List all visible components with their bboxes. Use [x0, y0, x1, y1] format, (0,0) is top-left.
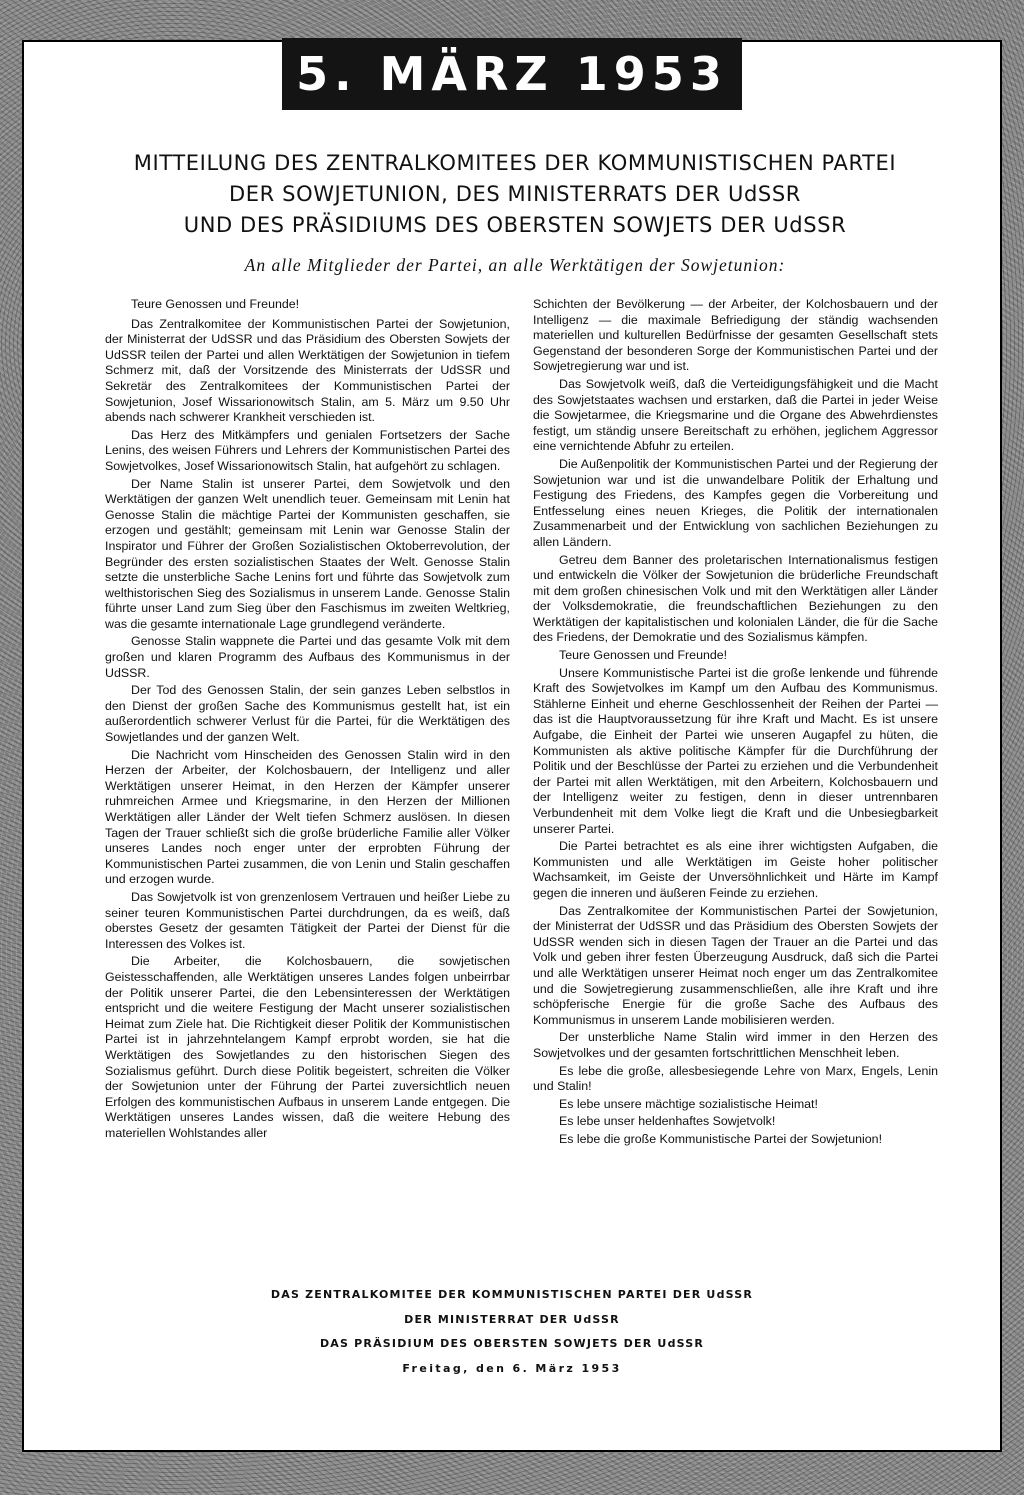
- headline-line: MITTEILUNG DES ZENTRALKOMITEES DER KOMMUNISTISCHEN PARTEI: [133, 151, 897, 175]
- paragraph: Genosse Stalin wappnete die Partei und das gesamte Volk mit dem großen und klaren Programm des Aufbaus des Kommunismus in der UdSSR.: [105, 634, 510, 680]
- date-banner: 5. MÄRZ 1953: [282, 38, 742, 110]
- paragraph: Der Tod des Genossen Stalin, der sein ganzes Leben selbstlos in den Dienst der großen Sache des Kommunismus gestellt hat, ist ein außerordentlich schwerer Verlust für die Partei, für die Werktätigen des Sowjetlandes und der ganzen Welt.: [105, 683, 510, 745]
- slogan: Es lebe die große, allesbesiegende Lehre von Marx, Engels, Lenin und Stalin!: [533, 1063, 938, 1094]
- paragraph: Unsere Kommunistische Partei ist die große lenkende und führende Kraft des Sowjetvolkes im Kampf um den Aufbau des Kommunismus. Stählerne Einheit und eherne Geschlossenheit der Reihen der Partei — das ist die Hauptvoraussetzung für ihre Kraft und Macht. Es ist unsere Aufgabe, die Einheit der Partei wie unseren Augapfel zu hüten, die Kommunisten als aktive politische Kämpfer für die Durchführung der Politik und der Beschlüsse der Partei zu erziehen und die Verbundenheit der Partei mit allen Werktätigen, mit den Arbeitern, Kolchosbauern und der Intelligenz weiter zu festigen, denn in dieser untrennbaren Verbundenheit mit dem Volke liegt die Kraft und die Unbesiegbarkeit unserer Partei.: [533, 665, 938, 836]
- signatory-presidium: DAS PRÄSIDIUM DES OBERSTEN SOWJETS DER UdSSR: [319, 1337, 705, 1350]
- address-line: An alle Mitglieder der Partei, an alle Werktätigen der Sowjetunion:: [244, 255, 786, 275]
- headline: [70, 148, 960, 241]
- paragraph: Getreu dem Banner des proletarischen Internationalismus festigen und entwickeln die Völker der Sowjetunion die brüderliche Freundschaft mit dem großen chinesischen Volk und mit den Werktätigen aller Länder der Volksdemokratie, die freundschaftlichen Beziehungen zu den Werktätigen der kapitalistischen und kolonialen Länder, die für die Sache des Friedens, der Demokratie und des Sozialismus kämpfen.: [533, 552, 938, 645]
- signature-block: [130, 1283, 894, 1381]
- paragraph: Der Name Stalin ist unserer Partei, dem Sowjetvolk und den Werktätigen der ganzen Welt unendlich teuer. Gemeinsam mit Lenin hat Genosse Stalin die mächtige Partei der Kommunisten geschaffen, sie erzogen und gestählt; gemeinsam mit Lenin war Genosse Stalin der Inspirator und Führer der Großen Sozialistischen Oktoberrevolution, der Begründer des ersten sozialistischen Staates der Welt. Genosse Stalin setzte die unsterbliche Sache Lenins fort und führte das Sowjetvolk zum welthistorischen Sieg des Sozialismus in unserem Lande. Genosse Stalin führte unser Land zum Sieg über den Faschismus im zweiten Weltkrieg, was die gesamte internationale Lage grundlegend veränderte.: [105, 476, 510, 631]
- slogan: Es lebe unser heldenhaftes Sowjetvolk!: [559, 1114, 776, 1129]
- headline-line: UND DES PRÄSIDIUMS DES OBERSTEN SOWJETS DER UdSSR: [183, 213, 847, 237]
- paragraph: Die Außenpolitik der Kommunistischen Partei und der Regierung der Sowjetunion war und ist die unwandelbare Politik der Erhaltung und Festigung des Friedens, des Kampfes gegen die Vorbereitung und Entfesselung eines neuen Krieges, die Politik der internationalen Zusammenarbeit und der Entwicklung von sachlichen Beziehungen zu allen Ländern.: [533, 456, 938, 549]
- slogan: Es lebe die große Kommunistische Partei der Sowjetunion!: [559, 1131, 883, 1146]
- paragraph: Das Sowjetvolk weiß, daß die Verteidigungsfähigkeit und die Macht des Sowjetstaates wachsen und erstarken, daß die Partei in jeder Weise die Sowjetarmee, die Kriegsmarine und die Organe des Abwehrdienstes festigt, um ständig unsere Bereitschaft zu erhöhen, jeglichem Aggressor eine vernichtende Abfuhr zu erteilen.: [533, 376, 938, 454]
- paragraph: Die Partei betrachtet es als eine ihrer wichtigsten Aufgaben, die Kommunisten und alle Werktätigen im Geiste hoher politischer Wachsamkeit, im Geiste der Unversöhnlichkeit und Härte im Kampf gegen die inneren und äußeren Feinde zu erziehen.: [533, 839, 938, 900]
- left-column: [105, 297, 510, 1143]
- paragraph: Das Zentralkomitee der Kommunistischen Partei der Sowjetunion, der Ministerrat der UdSSR und das Präsidium des Obersten Sowjets der UdSSR wenden sich in diesen Tagen der Trauer an die Partei und das Volk und geben ihrer festen Überzeugung Ausdruck, daß sich die Partei und alle Werktätigen unserer Heimat noch enger um das Zentralkomitee und die Sowjetregierung zusammenschließen, alle ihre Kraft und ihre schöpferische Energie für die große Sache des Aufbaus des Kommunismus in unserem Lande mobilisieren werden.: [533, 903, 938, 1027]
- salutation: Teure Genossen und Freunde!: [559, 648, 728, 663]
- paragraph: Das Zentralkomitee der Kommunistischen Partei der Sowjetunion, der Ministerrat der UdSSR und das Präsidium des Obersten Sowjets der UdSSR teilen der Partei und allen Werktätigen der Sowjetunion in tiefem Schmerz mit, daß der Vorsitzende des Ministerrats der UdSSR und Sekretär des Zentralkomitees der Kommunistischen Partei der Sowjetunion, Josef Wissarionowitsch Stalin, am 5. März um 9.50 Uhr abends nach schwerer Krankheit verschieden ist.: [105, 316, 510, 425]
- paragraph: Schichten der Bevölkerung — der Arbeiter, der Kolchosbauern und der Intelligenz — die maximale Befriedigung der ständig wachsenden materiellen und kulturellen Bedürfnisse der gesamten Gesellschaft stets Gegenstand der besonderen Sorge der Kommunistischen Partei und der Sowjetregierung war und ist.: [533, 297, 938, 374]
- salutation: Teure Genossen und Freunde!: [131, 297, 300, 311]
- right-column: [533, 297, 938, 1149]
- signatory-central-committee: DAS ZENTRALKOMITEE DER KOMMUNISTISCHEN PARTEI DER UdSSR: [270, 1288, 754, 1301]
- paragraph: Der unsterbliche Name Stalin wird immer in den Herzen des Sowjetvolkes und der gesamten fortschrittlichen Menschheit leben.: [533, 1030, 938, 1060]
- paragraph: Das Herz des Mitkämpfers und genialen Fortsetzers der Sache Lenins, des weisen Führers und Lehrers der Kommunistischen Partei des Sowjetvolkes, Josef Wissarionowitsch Stalin, hat aufgehört zu schlagen.: [105, 427, 510, 473]
- paragraph: Das Sowjetvolk ist von grenzenlosem Vertrauen und heißer Liebe zu seiner teuren Kommunistischen Partei durchdrungen, da es weiß, daß oberstes Gesetz der gesamten Tätigkeit der Partei der Dienst für die Interessen des Volkes ist.: [105, 889, 510, 951]
- signatory-council-of-ministers: DER MINISTERRAT DER UdSSR: [404, 1312, 620, 1326]
- paragraph: Die Nachricht vom Hinscheiden des Genossen Stalin wird in den Herzen der Arbeiter, der Kolchosbauern, der Intelligenz und aller Werktätigen unserer Heimat, in den Herzen der Kämpfer unserer ruhmreichen Armee und Kriegsmarine, in den Herzen der Millionen Werktätigen aller Länder der Welt tiefen Schmerz auslösen. In diesen Tagen der Trauer schließt sich die große brüderliche Familie aller Völker unseres Landes noch enger unter der erprobten Führung der Kommunistischen Partei zusammen, die von Lenin und Stalin geschaffen und erzogen wurde.: [105, 747, 510, 887]
- dateline: Freitag, den 6. März 1953: [402, 1361, 622, 1375]
- headline-line: DER SOWJETUNION, DES MINISTERRATS DER UdSSR: [229, 182, 801, 206]
- paragraph: Die Arbeiter, die Kolchosbauern, die sowjetischen Geistesschaffenden, alle Werktätigen unseres Landes folgen unbeirrbar der Politik unserer Partei, die den Lebensinteressen der Werktätigen entspricht und die weitere Festigung der Macht unserer sozialistischen Heimat zum Ziele hat. Die Richtigkeit dieser Politik der Kommunistischen Partei ist in jahrzehntelangem Kampf erprobt worden, sie hat die Werktätigen des Sowjetlandes zu den historischen Siegen des Sozialismus geführt. Durch diese Politik begeistert, schreiten die Völker der Sowjetunion unter der Führung der Partei zuversichtlich neuen Erfolgen des kommunistischen Aufbaus in unserem Lande entgegen. Die Werktätigen unseres Landes wissen, daß die weitere Hebung des materiellen Wohlstandes aller: [105, 954, 510, 1140]
- slogan: Es lebe unsere mächtige sozialistische Heimat!: [559, 1096, 818, 1111]
